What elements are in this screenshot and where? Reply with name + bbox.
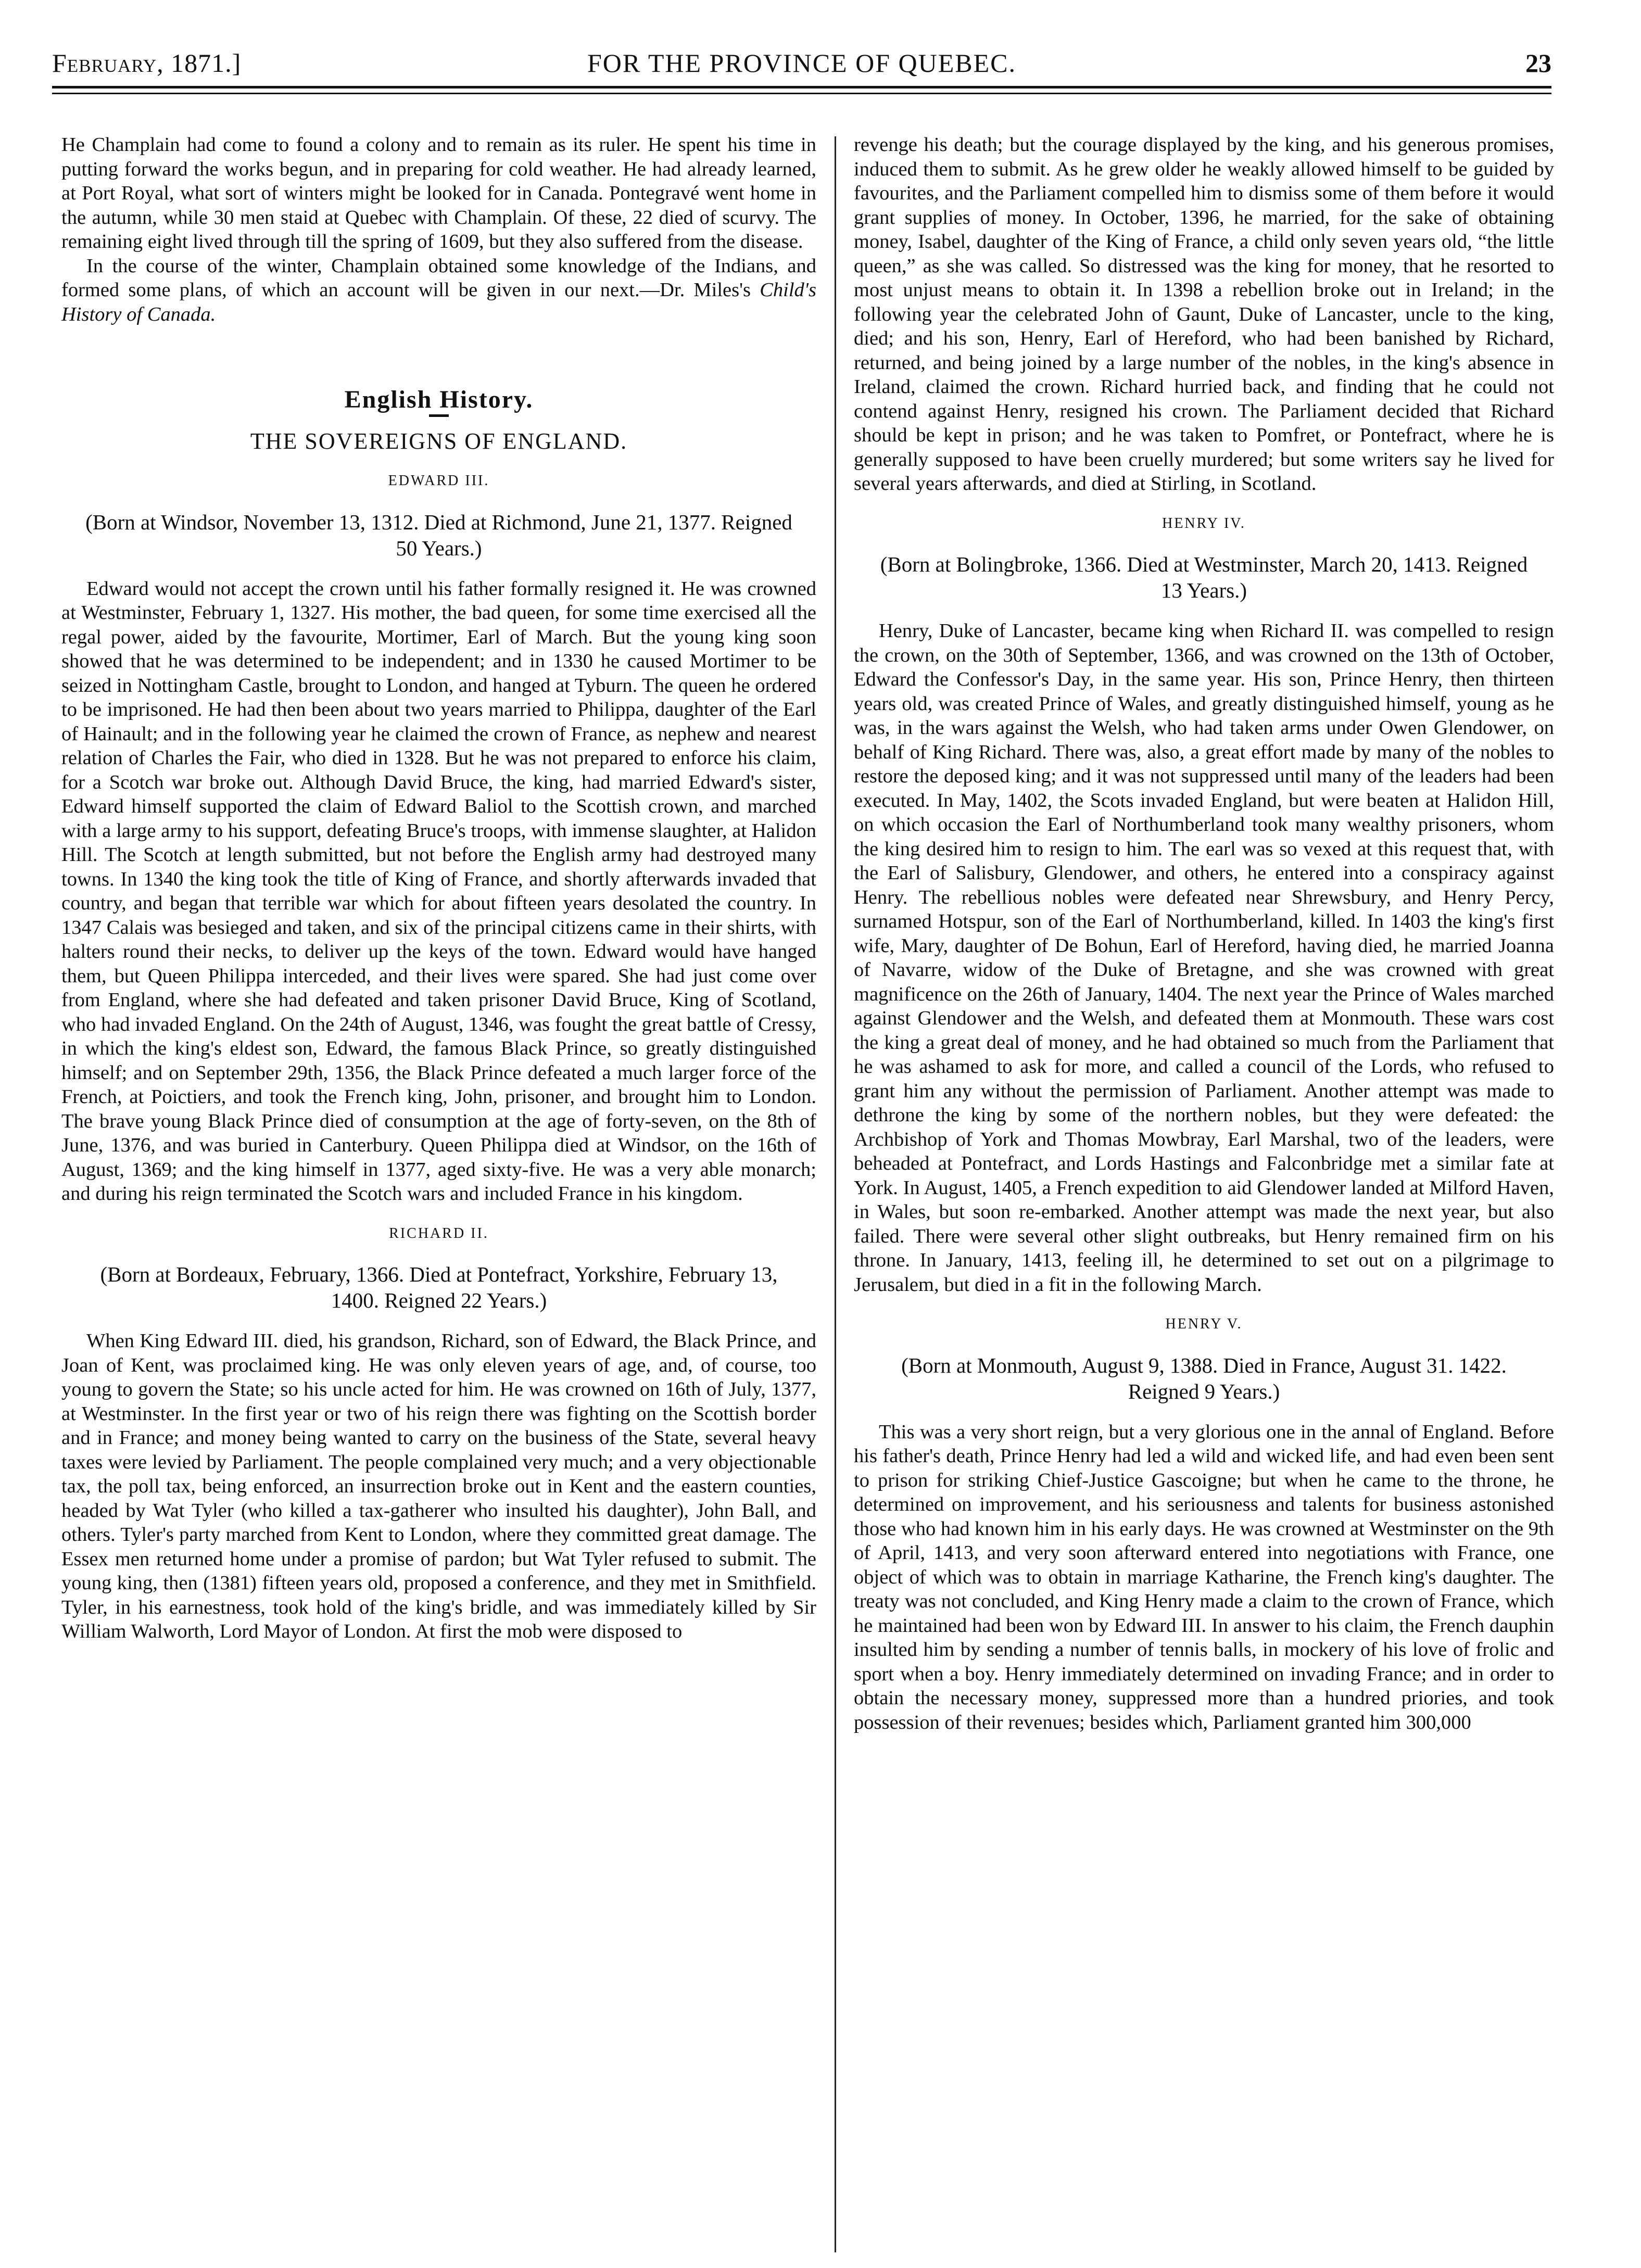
king-heading-henry-v: HENRY V. <box>1165 1316 1243 1332</box>
body-henry-iv: Henry, Duke of Lancaster, became king when Richard II. was compelled to resign the crown, on the 30th of September, 1366, and was crowned on the 13th of October, Edward the Confessor's Day, in the same year. His son, Prince Henry, then thirteen years old, was created Prince of Wales, and greatly distinguished himself, young as he was, in the wars against the Welsh, who had taken arms under Owen Glendower, on behalf of King Richard. There was, also, a great effort made by many of the nobles to restore the deposed king; and it was not suppressed until many of the leaders had been executed. In May, 1402, the Scots invaded England, but were beaten at Halidon Hill, on which occasion the Earl of Northumberland took many wealthy prisoners, whom the king desired him to resign to him. The earl was so vexed at this request that, with the Earl of Salisbury, Glendower, and others, he entered into a conspiracy against Henry. The rebellious nobles were defeated near Shrewsbury, and Henry Percy, surnamed Hotspur, son of the Earl of Northumberland, killed. In 1403 the king's first wife, Mary, daughter of De Bohun, Earl of Hereford, having died, he married Joanna of Navarre, widow of the Duke of Bretagne, and she was crowned with great magnificence on the 26th of January, 1404. The next year the Prince of Wales marched against Glendower and the Welsh, and defeated them at Monmouth. These wars cost the king a great deal of money, and he had obtained so much from the Parliament that he was ashamed to ask for more, and called a council of the Lords, who refused to grant him any without the permission of Parliament. Another attempt was made to dethrone the king by some of the northern nobles, but they were defeated: the Archbishop of York and Thomas Mowbray, Earl Marshal, two of the leaders, were beheaded at Pontefract, and Lords Hastings and Falconbridge met a similar fate at York. In August, 1405, a French expedition to aid Glendower landed at Milford Haven, in Wales, but soon re-embarked. Another attempt was made the next year, but also failed. There were several other slight outbreaks, but Henry remained firm on his throne. In January, 1413, feeling ill, he determined to set out on a pilgrimage to Jerusalem, but died in a fit in the following March. <box>854 620 1554 1296</box>
king-heading-edward-iii: EDWARD III. <box>388 473 490 489</box>
left-column <box>61 133 816 1644</box>
source-title: Child's History of Canada. <box>61 279 816 325</box>
born-note-richard-ii: (Born at Bordeaux, February, 1366. Died at Pontefract, Yorkshire, February 13, 1400. Reigned 22 Years.) <box>100 1262 778 1312</box>
header-rule-thin <box>52 93 1551 94</box>
intro-paragraph-2 <box>61 254 816 327</box>
column-divider <box>835 136 836 2252</box>
born-note-henry-iv: (Born at Bolingbroke, 1366. Died at Westminster, March 20, 1413. Reigned 13 Years.) <box>880 552 1528 602</box>
page-header <box>52 43 1551 83</box>
page-number: 23 <box>1525 48 1551 78</box>
issue-date: February, 1871.] <box>52 48 242 78</box>
body-richard-ii: When King Edward III. died, his grandson, Richard, son of Edward, the Black Prince, and Joan of Kent, was proclaimed king. He was only eleven years of age, and, of course, too young to govern the State; so his uncle acted for him. He was crowned on 16th of July, 1377, at Westminster. In the first year or two of his reign there was fighting on the Scottish border and in France; and money being wanted to carry on the business of the State, several heavy taxes were levied by Parliament. The people complained very much; and a very objectionable tax, the poll tax, being enforced, an insurrection broke out in Kent and the eastern counties, headed by Wat Tyler (who killed a tax-gatherer who insulted his daughter), John Ball, and others. Tyler's party marched from Kent to London, where they committed great damage. The Essex men returned home under a promise of pardon; but Wat Tyler refused to submit. The young king, then (1381) fifteen years old, proposed a conference, and they met in Smithfield. Tyler, in his earnestness, took hold of the king's bridle, and was immediately killed by Sir William Walworth, Lord Mayor of London. At first the mob were disposed to <box>61 1330 816 1642</box>
header-rule-thick <box>52 86 1551 88</box>
section-title: English History. <box>344 386 534 413</box>
body-richard-ii-continued: revenge his death; but the courage displayed by the king, and his generous promises, induced them to submit. As he grew older he weakly allowed himself to be guided by favourites, and the Parliament compelled him to dismiss some of them before it would grant supplies of money. In October, 1396, he married, for the sake of obtaining money, Isabel, daughter of the King of France, a child only seven years old, “the little queen,” as she was called. So distressed was the king for money, that he resorted to most unjust means to obtain it. In 1398 a rebellion broke out in Ireland; in the following year the celebrated John of Gaunt, Duke of Lancaster, uncle to the king, died; and his son, Henry, Earl of Hereford, who had been banished by Richard, returned, and being joined by a large number of the nobles, in the king's absence in Ireland, claimed the crown. Richard hurried back, and finding that he could not contend against Henry, resigned his crown. The Parliament decided that Richard should be kept in prison; and he was taken to Pomfret, or Pontefract, where he is generally supposed to have been cruelly murdered; but some writers say he lived for several years afterwards, and died at Stirling, in Scotland. <box>854 134 1554 495</box>
born-note-henry-v: (Born at Monmouth, August 9, 1388. Died in France, August 31. 1422. Reigned 9 Years.) <box>901 1353 1507 1403</box>
king-heading-henry-iv: HENRY IV. <box>1162 515 1246 531</box>
body-edward-iii: Edward would not accept the crown until his father formally resigned it. He was crowned at Westminster, February 1, 1327. His mother, the bad queen, for some time exercised all the regal power, aided by the favourite, Mortimer, Earl of March. But the young king soon showed that he was determined to be independent; and in 1330 he caused Mortimer to be seized in Nottingham Castle, brought to London, and hanged at Tyburn. The queen he ordered to be imprisoned. He had then been about two years married to Philippa, daughter of the Earl of Hainault; and in the following year he claimed the crown of France, as nephew and nearest relation of Charles the Fair, who died in 1328. But he was not prepared to enforce his claim, for a Scotch war broke out. Although David Bruce, the king, had married Edward's sister, Edward himself supported the claim of Edward Baliol to the Scottish crown, and marched with a large army to his support, defeating Bruce's troops, with immense slaughter, at Halidon Hill. The Scotch at length submitted, but not before the English army had destroyed many towns. In 1340 the king took the title of King of France, and shortly afterwards invaded that country, and began that terrible war which for about fifteen years desolated the country. In 1347 Calais was besieged and taken, and six of the principal citizens came in their shirts, with halters round their necks, to deliver up the keys of the town. Edward would have hanged them, but Queen Philippa interceded, and their lives were spared. She had just come over from England, where she had defeated and taken prisoner David Bruce, King of Scotland, who had invaded England. On the 24th of August, 1346, was fought the great battle of Cressy, in which the king's eldest son, Edward, the famous Black Prince, so greatly distinguished himself; and on September 29th, 1356, the Black Prince defeated a much larger force of the French, at Poictiers, and took the French king, John, prisoner, and brought him to London. The brave young Black Prince died of consumption at the age of forty-seven, on the 8th of June, 1376, and was buried in Canterbury. Queen Philippa died at Windsor, on the 16th of August, 1369; and the king himself in 1377, aged sixty-five. He was a very able monarch; and during his reign terminated the Scotch wars and included France in his kingdom. <box>61 577 816 1205</box>
born-note-edward-iii: (Born at Windsor, November 13, 1312. Died at Richmond, June 21, 1377. Reigned 50 Years.) <box>85 510 792 560</box>
running-title: FOR THE PROVINCE OF QUEBEC. <box>587 48 1016 78</box>
intro-paragraph-1: He Champlain had come to found a colony and to remain as its ruler. He spent his time in putting forward the works begun, and in preparing for cold weather. He had already learned, at Port Royal, what sort of winters might be looked for in Canada. Pontegravé went home in the autumn, while 30 men staid at Quebec with Champlain. Of these, 22 died of scurvy. The remaining eight lived through till the spring of 1609, but they also suffered from the disease. <box>61 134 816 252</box>
king-heading-richard-ii: RICHARD II. <box>389 1225 489 1241</box>
right-column <box>854 133 1554 1734</box>
intro-paragraph-2-text: In the course of the winter, Champlain obtained some knowledge of the Indians, and formed some plans, of which an account will be given in our next.—Dr. Miles's <box>61 255 816 301</box>
body-henry-v: This was a very short reign, but a very glorious one in the annal of England. Before his father's death, Prince Henry had led a wild and wicked life, and had even been sent to prison for striking Chief-Justice Gascoigne; but when he came to the throne, he determined on improvement, and his seriousness and talents for business astonished those who had known him in his early days. He was crowned at Westminster on the 9th of April, 1413, and very soon afterward entered into negotiations with France, one object of which was to obtain in marriage Katharine, the French king's daughter. The treaty was not concluded, and King Henry made a claim to the crown of France, which he maintained had been won by Edward III. In answer to his claim, the French dauphin insulted him by sending a number of tennis balls, in mockery of his love of frolic and sport when a boy. Henry immediately determined on invading France; and in order to obtain the necessary money, suppressed more than a hundred priories, and took possession of their revenues; besides which, Parliament granted him 300,000 <box>854 1421 1554 1733</box>
subsection-title: THE SOVEREIGNS OF ENGLAND. <box>250 428 628 454</box>
section-dash <box>429 414 449 417</box>
